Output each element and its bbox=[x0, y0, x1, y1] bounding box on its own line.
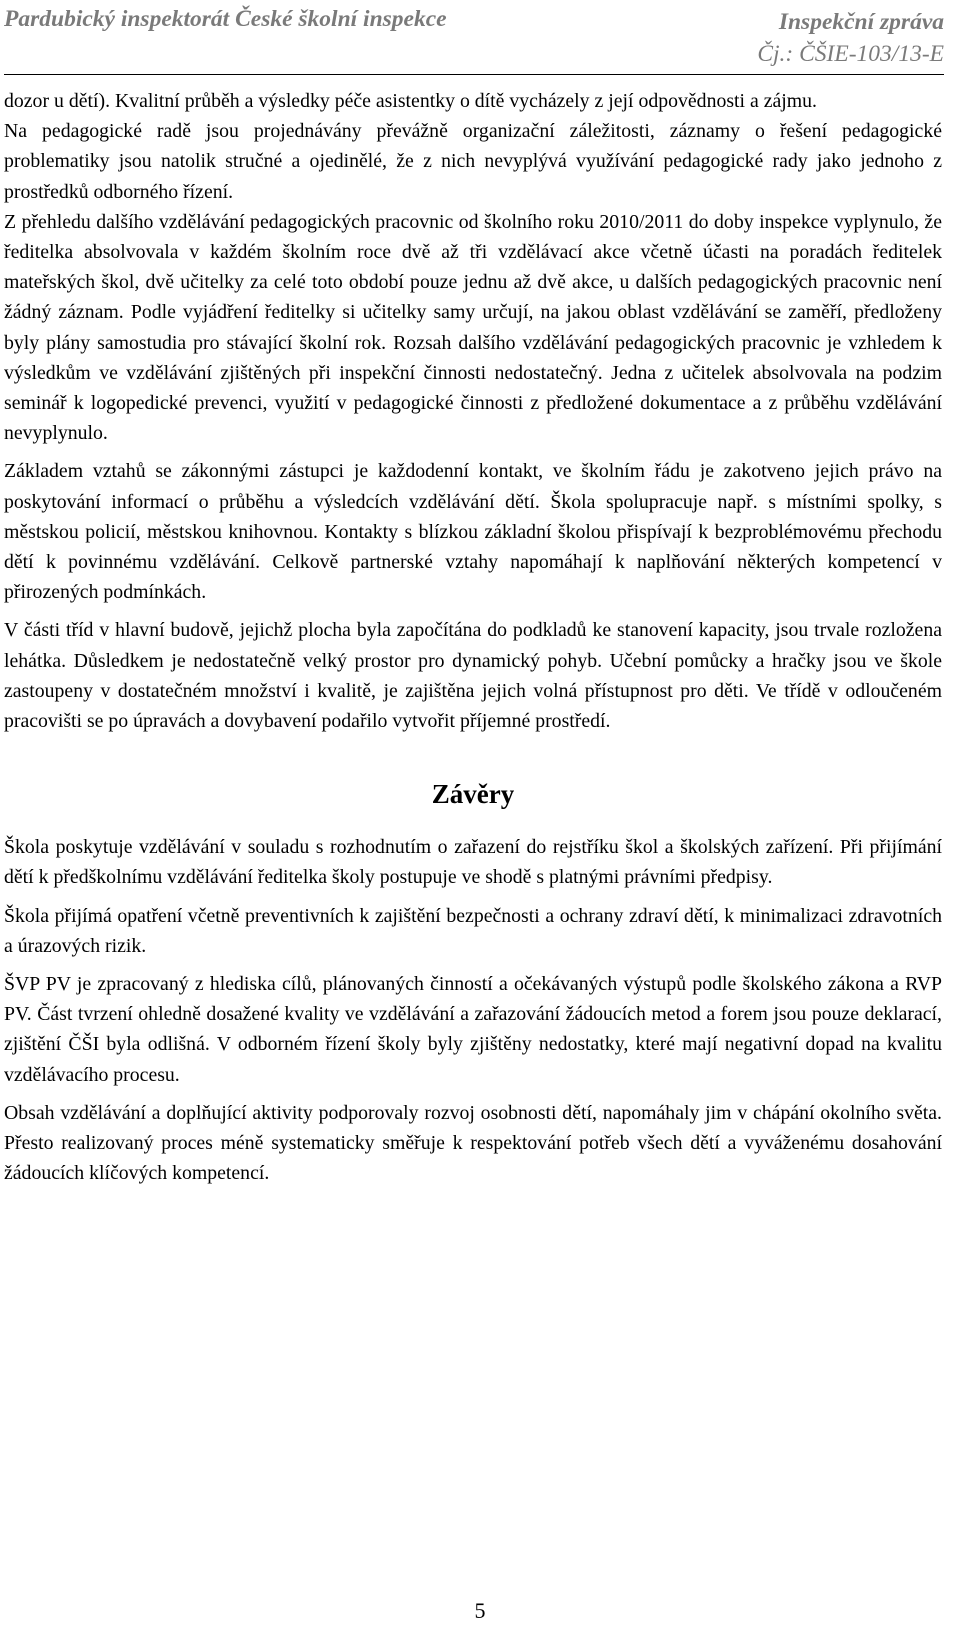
section-heading-conclusions: Závěry bbox=[431, 779, 515, 810]
page-number: 5 bbox=[474, 1598, 486, 1623]
paragraph-parents-relations: Základem vztahů se zákonnými zástupci je každodenní kontakt, ve školním řádu je zakotveno jejich právo na poskytování informací o průběhu a výsledcích vzdělávání dětí. Škola spolupracuje např. s místními spolky, s městskou policií, městskou knihovnou. Kontakty s blízkou základní školou přispívají k bezproblémovému přechodu dětí k povinnému vzdělávání. Celkově partnerské vztahy napomáhají k naplňování některých kompetencí v přirozených podmínkách. bbox=[4, 460, 942, 604]
paragraph-continuation: dozor u dětí). Kvalitní průběh a výsledky péče asistentky o dítě vycházely z její odpovědnosti a zájmu. bbox=[4, 90, 817, 112]
header-organization: Pardubický inspektorát České školní inspekce bbox=[4, 6, 447, 32]
header-document-type: Inspekční zpráva bbox=[778, 9, 944, 35]
paragraph-conclusion-1: Škola poskytuje vzdělávání v souladu s rozhodnutím o zařazení do rejstříku škol a školských zařízení. Při přijímání dětí k předškolnímu vzdělávání ředitelka školy postupuje ve shodě s platnými právními předpisy. bbox=[4, 836, 942, 889]
document-body bbox=[4, 86, 942, 1189]
paragraph-pedagogical-council: Na pedagogické radě jsou projednávány převážně organizační záležitosti, záznamy o řešení pedagogické problematiky jsou natolik stručné a ojedinělé, že z nich nevyplývá využívání pedagogické rady jako jednoho z prostředků odborného řízení. bbox=[4, 120, 942, 203]
header-right-block bbox=[757, 6, 944, 70]
paragraph-conclusion-2: Škola přijímá opatření včetně preventivních k zajištění bezpečnosti a ochrany zdraví dětí, k minimalizaci zdravotních a úrazových rizik. bbox=[4, 904, 942, 957]
header-reference-number: Čj.: ČŠIE-103/13-E bbox=[757, 41, 944, 67]
paragraph-further-education: Z přehledu dalšího vzdělávání pedagogických pracovnic od školního roku 2010/2011 do doby inspekce vyplynulo, že ředitelka absolvovala v každém školním roce dvě až tři vzdělávací akce včetně účasti na poradách ředitelek mateřských škol, dvě učitelky za celé toto období pouze jednu až dvě akce, u dalších pedagogických pracovnic není žádný záznam. Podle vyjádření ředitelky si učitelky samy určují, na jakou oblast vzdělávání se zaměří, předloženy byly plány samostudia pro stávající školní rok. Rozsah dalšího vzdělávání pedagogických pracovnic je vzhledem k výsledkům ve vzdělávání zjištěných při inspekční činnosti nedostatečný. Jedna z učitelek absolvovala na podzim seminář k logopedické prevenci, využití v pedagogické činnosti z předložené dokumentace a z průběhu vzdělávání nevyplynulo. bbox=[4, 210, 942, 445]
paragraph-conclusion-4: Obsah vzdělávání a doplňující aktivity podporovaly rozvoj osobnosti dětí, napomáhaly jim v chápání okolního světa. Přesto realizovaný proces méně systematicky směřuje k respektování potřeb všech dětí a vyváženému dosahování žádoucích klíčových kompetencí. bbox=[4, 1101, 942, 1185]
paragraph-conclusion-3: ŠVP PV je zpracovaný z hlediska cílů, plánovaných činností a očekávaných výstupů podle školského zákona a RVP PV. Část tvrzení ohledně dosažené kvality ve vzdělávání a zařazování žádoucích metod a forem jsou pouze deklarací, zjištění ČŠI byla odlišná. V odborném řízení školy byly zjištěny nedostatky, které mají negativní dopad na kvalitu vzdělávacího procesu. bbox=[4, 973, 942, 1086]
page-header bbox=[4, 4, 944, 75]
paragraph-classrooms: V části tříd v hlavní budově, jejichž plocha byla započítána do podkladů ke stanovení kapacity, jsou trvale rozložena lehátka. Důsledkem je nedostatečně velký prostor pro dynamický pohyb. Učební pomůcky a hračky jsou ve škole zastoupeny v dostatečném množství i kvalitě, je zajištěna jejich volná přístupnost pro děti. Ve třídě v odloučeném pracovišti se po úpravách a dovybavení podařilo vytvořit příjemné prostředí. bbox=[4, 619, 942, 733]
